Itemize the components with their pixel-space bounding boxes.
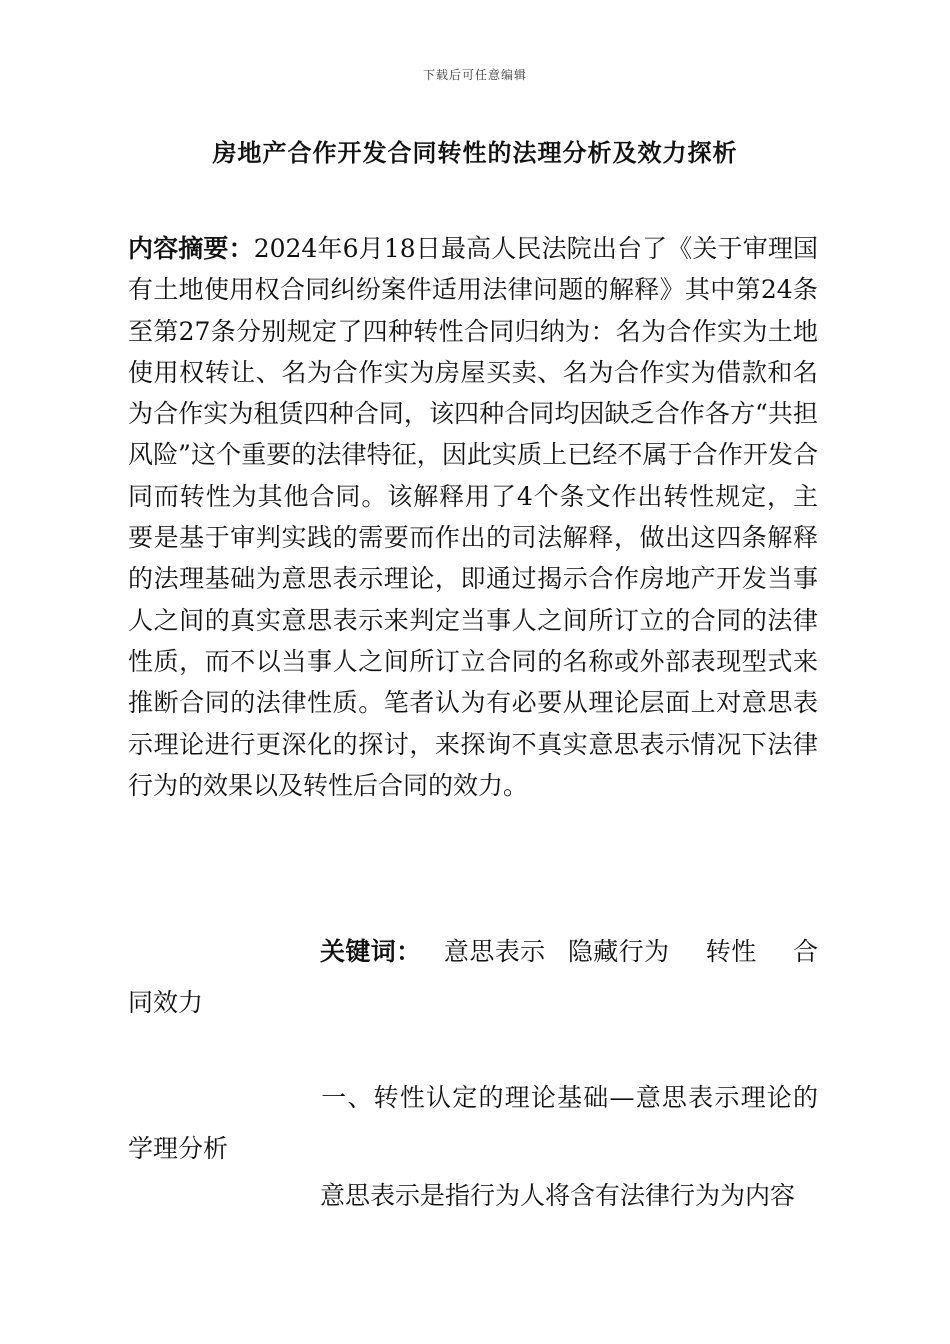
keywords-line bbox=[128, 926, 818, 1028]
section-heading bbox=[128, 1072, 818, 1174]
abstract-text: 2024年6月18日最高人民法院出台了《关于审理国有土地使用权合同纠纷案件适用法律问题的解释》其中第24条至第27条分别规定了四种转性合同归纳为：名为合作实为土地使用权转让、名为合作实为房屋买卖、名为合作实为借款和名为合作实为租赁四种合同，该四种合同均因缺乏合作各方“共担风险”这个重要的法律特征，因此实质上已经不属于合作开发合同而转性为其他合同。该解释用了4个条文作出转性规定，主要是基于审判实践的需要而作出的司法解释，做出这四条解释的法理基础为意思表示理论，即通过揭示合作房地产开发当事人之间的真实意思表示来判定当事人之间所订立的合同的法律性质，而不以当事人之间所订立合同的名称或外部表现型式来推断合同的法律性质。笔者认为有必要从理论层面上对意思表示理论进行更深化的探讨，来探询不真实意思表示情况下法律行为的效果以及转性后合同的效力。 bbox=[128, 234, 818, 800]
section-paragraph bbox=[128, 1175, 818, 1216]
header-note: 下载后可任意编辑 bbox=[422, 68, 527, 82]
section-paragraph-text: 意思表示是指行为人将含有法律行为为内容 bbox=[320, 1181, 796, 1210]
keyword-item: 合同效力 bbox=[128, 937, 818, 1017]
abstract-label: 内容摘要： bbox=[128, 234, 254, 263]
document-title: 房地产合作开发合同转性的法理分析及效力探析 bbox=[212, 138, 738, 167]
keyword-item: 隐藏行为 bbox=[567, 937, 670, 966]
keyword-item: 意思表示 bbox=[443, 937, 546, 966]
keyword-item: 转性 bbox=[705, 937, 757, 966]
abstract-paragraph bbox=[128, 228, 818, 806]
keywords-label: 关键词： bbox=[320, 937, 422, 966]
section-heading-text: 一、转性认定的理论基础—意思表示理论的学理分析 bbox=[128, 1083, 818, 1163]
